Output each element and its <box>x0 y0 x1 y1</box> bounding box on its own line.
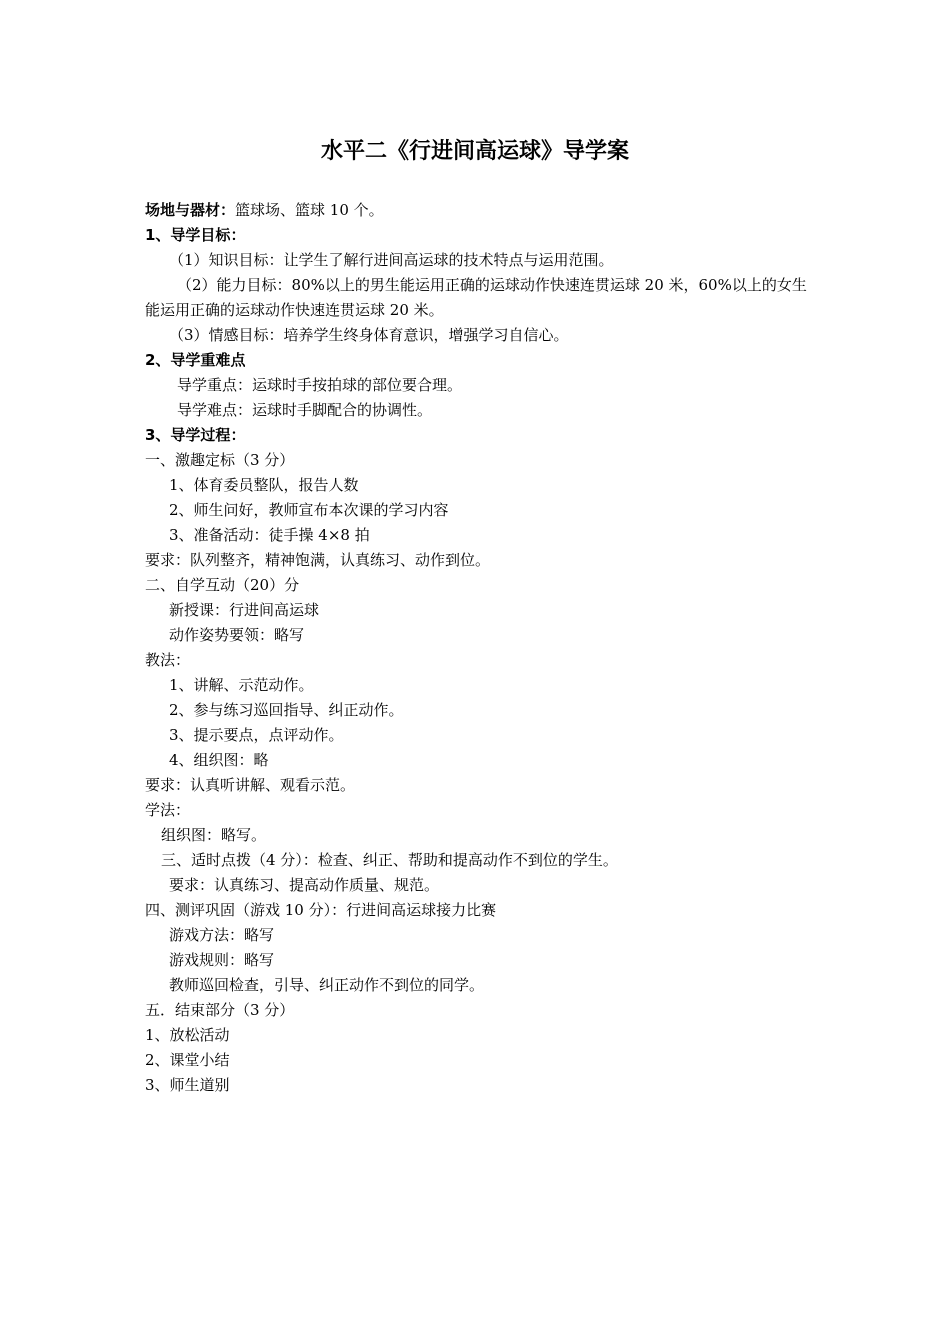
section-process-heading: 3、导学过程： <box>145 426 246 444</box>
section-keypoints-heading: 2、导学重难点 <box>145 351 246 369</box>
part3-requirement: 要求：认真练习、提高动作质量、规范。 <box>169 876 440 894</box>
list-item: 2、参与练习巡回指导、纠正动作。 <box>169 701 404 719</box>
new-lesson: 新授课：行进间高运球 <box>169 601 320 619</box>
list-item: 4、组织图：略 <box>169 751 269 769</box>
goal-knowledge: （1）知识目标：让学生了解行进间高运球的技术特点与运用范围。 <box>169 251 614 269</box>
list-item: 1、放松活动 <box>145 1026 230 1044</box>
venue-label: 场地与器材： <box>145 201 236 219</box>
list-item: 2、师生问好，教师宣布本次课的学习内容 <box>169 501 449 519</box>
list-item: 2、课堂小结 <box>145 1051 230 1069</box>
section-goals-heading: 1、导学目标： <box>145 226 246 244</box>
goal-ability: （2）能力目标：80%以上的男生能运用正确的运球动作快速连贯运球 20 米，60%以上的女生能运用正确的运球动作快速连贯运球 20 米。 <box>145 276 807 319</box>
part1-requirement: 要求：队列整齐，精神饱满，认真练习、动作到位。 <box>145 551 491 569</box>
list-item: 3、提示要点，点评动作。 <box>169 726 344 744</box>
goal-emotion: （3）情感目标：培养学生终身体育意识，增强学习自信心。 <box>169 326 569 344</box>
part3-heading: 三、适时点拨（4 分）：检查、纠正、帮助和提高动作不到位的学生。 <box>161 851 618 869</box>
document-title: 水平二《行进间高运球》导学案 <box>320 139 629 164</box>
teaching-method-label: 教法： <box>145 651 191 669</box>
document-body <box>145 198 810 1098</box>
part5-heading: 五．结束部分（3 分） <box>145 1001 295 1019</box>
difficulty-point: 导学难点：运球时手脚配合的协调性。 <box>177 401 433 419</box>
list-item: 3、师生道别 <box>145 1076 230 1094</box>
part2-heading: 二、自学互动（20）分 <box>145 576 300 594</box>
teaching-requirement: 要求：认真听讲解、观看示范。 <box>145 776 356 794</box>
action-essentials: 动作姿势要领：略写 <box>169 626 305 644</box>
organization-chart: 组织图：略写。 <box>161 826 267 844</box>
part4-heading: 四、测评巩固（游戏 10 分）：行进间高运球接力比赛 <box>145 901 497 919</box>
list-item: 1、体育委员整队，报告人数 <box>169 476 359 494</box>
list-item: 3、准备活动：徒手操 4×8 拍 <box>169 526 370 544</box>
game-rules: 游戏规则：略写 <box>169 951 275 969</box>
learning-method-label: 学法： <box>145 801 191 819</box>
venue-line <box>145 198 810 223</box>
venue-value: 篮球场、篮球 10 个。 <box>235 201 384 219</box>
game-method: 游戏方法：略写 <box>169 926 275 944</box>
part1-heading: 一、激趣定标（3 分） <box>145 451 295 469</box>
teacher-patrol: 教师巡回检查，引导、纠正动作不到位的同学。 <box>169 976 485 994</box>
key-point: 导学重点：运球时手按拍球的部位要合理。 <box>177 376 463 394</box>
list-item: 1、讲解、示范动作。 <box>169 676 314 694</box>
